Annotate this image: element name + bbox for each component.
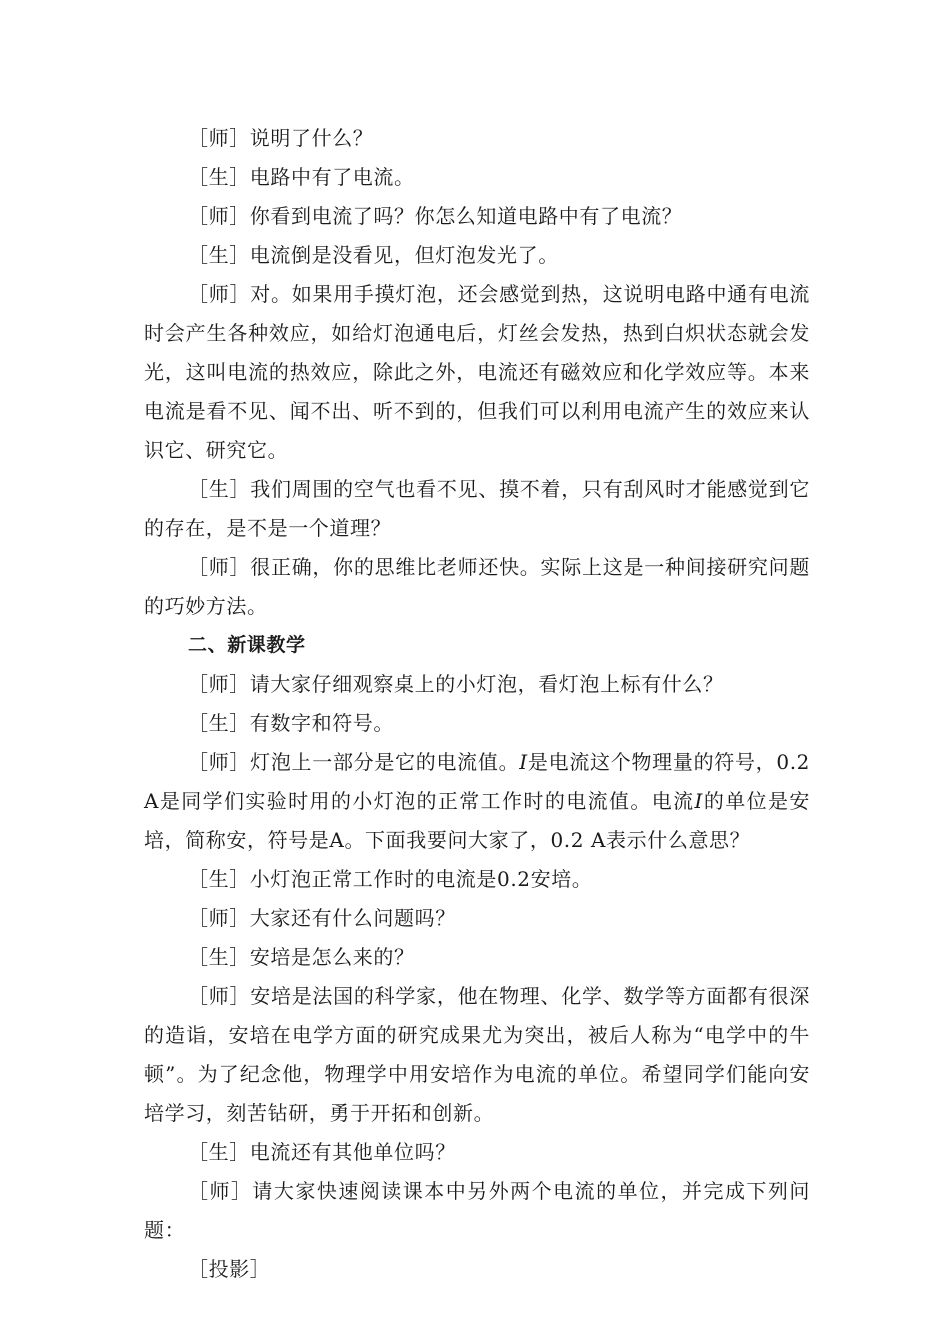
dialogue-paragraph: ［师］请大家仔细观察桌上的小灯泡，看灯泡上标有什么？ [188, 672, 724, 696]
paragraph-segment: ［师］灯泡上一部分是它的电流值。 [188, 750, 520, 774]
dialogue-paragraph: ［师］很正确，你的思维比老师还快。实际上这是一种间接研究问题的巧妙方法。 [144, 555, 810, 618]
dialogue-paragraph: ［生］我们周围的空气也看不见、摸不着，只有刮风时才能感觉到它的存在，是不是一个道理？ [144, 477, 810, 540]
paragraph-segment: 是电流这个物理量的符号，0.2 A是同学们实验时用的小灯泡的正常工作时的电流值。电流 [144, 750, 810, 813]
section-heading: 二、新课教学 [188, 634, 306, 656]
dialogue-paragraph: ［师］你看到电流了吗？你怎么知道电路中有了电流？ [188, 204, 683, 228]
dialogue-paragraph: ［生］有数字和符号。 [188, 711, 394, 735]
dialogue-paragraph: ［师］请大家快速阅读课本中另外两个电流的单位，并完成下列问题： [144, 1179, 810, 1242]
dialogue-paragraph: ［生］安培是怎么来的？ [188, 945, 415, 969]
current-value-paragraph [144, 743, 810, 860]
dialogue-paragraph: ［生］电路中有了电流。 [188, 165, 415, 189]
document-body [144, 119, 810, 1289]
current-symbol: I [694, 789, 704, 813]
paragraph-segment: 的单位是安培，简称安，符号是A。下面我要问大家了，0.2 A表示什么意思？ [144, 789, 811, 852]
dialogue-paragraph: ［师］大家还有什么问题吗？ [188, 906, 456, 930]
dialogue-paragraph: ［生］小灯泡正常工作时的电流是0.2安培。 [188, 867, 593, 891]
dialogue-paragraph: ［生］电流倒是没看见，但灯泡发光了。 [188, 243, 559, 267]
dialogue-paragraph: ［投影］ [188, 1257, 271, 1281]
dialogue-paragraph: ［生］电流还有其他单位吗？ [188, 1140, 456, 1164]
dialogue-paragraph: ［师］对。如果用手摸灯泡，还会感觉到热，这说明电路中通有电流时会产生各种效应，如给灯泡通电后，灯丝会发热，热到白炽状态就会发光，这叫电流的热效应，除此之外，电流还有磁效应和化学效应等。本来电流是看不见、闻不出、听不到的，但我们可以利用电流产生的效应来认识它、研究它。 [144, 282, 810, 462]
dialogue-paragraph: ［师］说明了什么？ [188, 126, 374, 150]
current-symbol: I [519, 750, 528, 774]
dialogue-paragraph: ［师］安培是法国的科学家，他在物理、化学、数学等方面都有很深的造诣，安培在电学方面的研究成果尤为突出，被后人称为“电学中的牛顿”。为了纪念他，物理学中用安培作为电流的单位。希望同学们能向安培学习，刻苦钻研，勇于开拓和创新。 [144, 984, 810, 1125]
